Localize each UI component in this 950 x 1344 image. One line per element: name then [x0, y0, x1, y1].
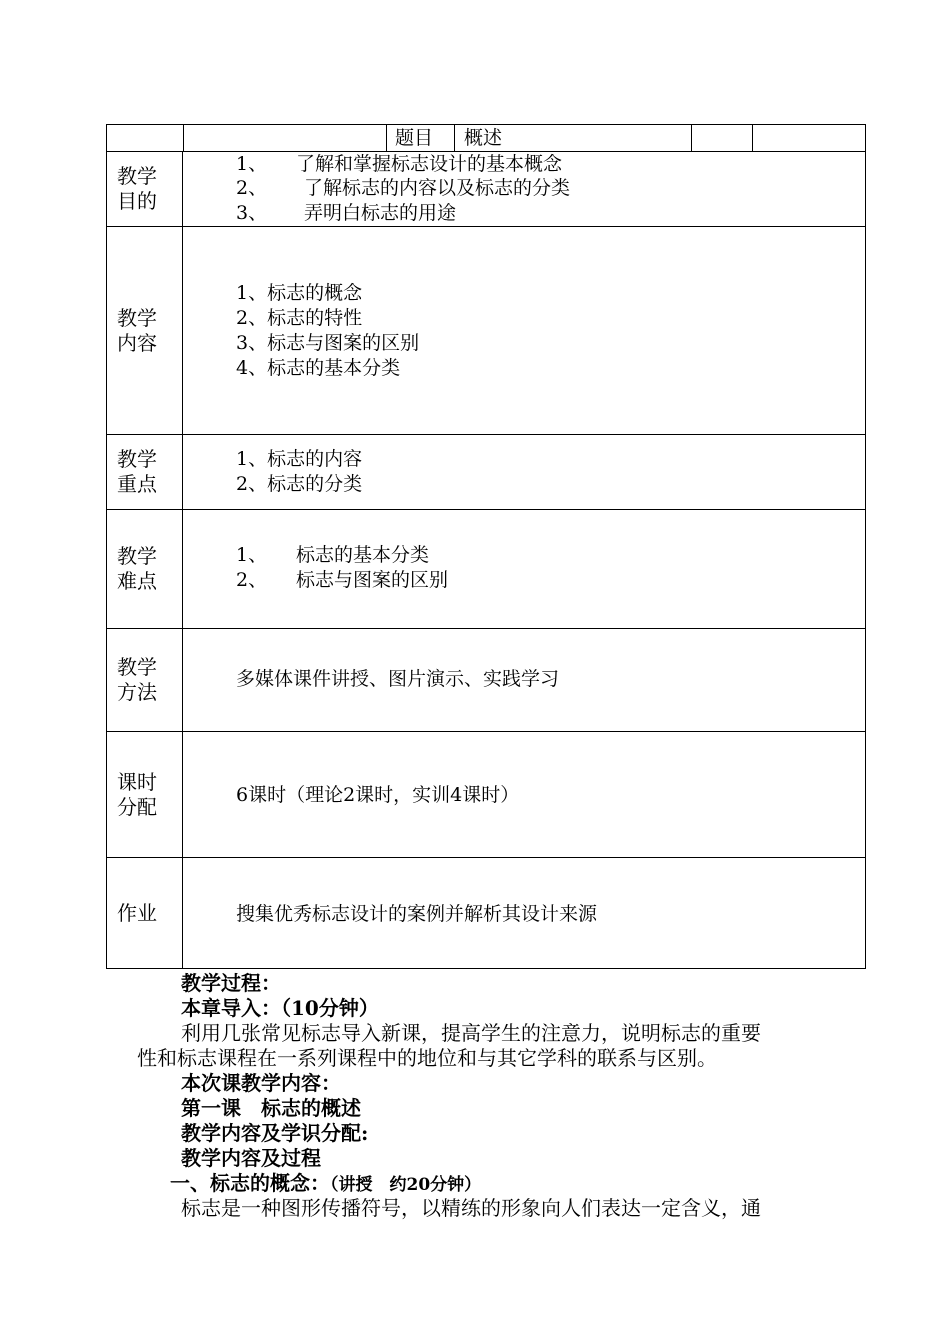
row-label: 教学难点 — [117, 544, 157, 593]
row-label-cell — [107, 152, 183, 226]
header-blank-cell — [183, 125, 386, 151]
row-label: 教学方法 — [117, 655, 157, 704]
row-content-cell — [183, 435, 865, 509]
section1-note: （讲授 约20分钟） — [330, 1175, 482, 1195]
header-blank-cell — [691, 125, 752, 151]
allocation-heading: 教学内容及学识分配: — [181, 1121, 369, 1145]
list-item — [236, 667, 559, 691]
list-item — [236, 543, 429, 567]
list-text: 4、标志的基本分类 — [236, 357, 401, 379]
list-text: 了解标志的内容以及标志的分类 — [304, 177, 571, 199]
process-heading: 教学过程： — [181, 971, 281, 995]
content-heading: 本次课教学内容： — [181, 1071, 341, 1095]
section1-line — [170, 1171, 481, 1198]
table-row-key-points — [107, 435, 865, 510]
table-row-methods — [107, 629, 865, 732]
row-content-cell — [183, 732, 865, 857]
list-number: 3、 — [236, 202, 268, 224]
row-label: 教学目的 — [117, 164, 157, 213]
intro-paragraph-line2: 性和标志课程在一系列课程中的地位和与其它学科的联系与区别。 — [137, 1046, 717, 1070]
row-label-cell — [107, 435, 183, 509]
topic-value: 概述 — [454, 125, 691, 151]
section1-paragraph: 标志是一种图形传播符号，以精练的形象向人们表达一定含义，通 — [181, 1196, 761, 1220]
list-item — [236, 472, 362, 496]
intro-heading: 本章导入：（10分钟） — [181, 996, 379, 1020]
list-number: 1、 — [236, 153, 268, 175]
list-text: 标志与图案的区别 — [296, 569, 449, 591]
header-blank-cell — [752, 125, 865, 151]
list-number: 1、 — [236, 544, 268, 566]
list-text: 弄明白标志的用途 — [304, 202, 457, 224]
lesson-title: 第一课 标志的概述 — [181, 1096, 361, 1120]
row-label-cell — [107, 510, 183, 628]
row-label-cell — [107, 227, 183, 434]
row-label-cell — [107, 858, 183, 969]
table-row-content — [107, 227, 865, 435]
topic-label: 题目 — [386, 125, 454, 151]
list-text: 3、标志与图案的区别 — [236, 332, 420, 354]
list-item — [236, 568, 448, 592]
list-text: 多媒体课件讲授、图片演示、实践学习 — [236, 668, 560, 690]
list-text: 6课时（理论2课时，实训4课时） — [236, 784, 520, 806]
row-content-cell — [183, 629, 865, 731]
list-item — [236, 331, 419, 355]
row-label: 作业 — [117, 901, 157, 925]
table-row-homework — [107, 858, 865, 969]
list-item — [236, 783, 519, 807]
list-item — [236, 356, 400, 380]
row-label-cell — [107, 629, 183, 731]
list-item — [236, 902, 597, 926]
table-row-hours — [107, 732, 865, 858]
row-content-cell — [183, 152, 865, 226]
row-label: 教学内容 — [117, 305, 157, 355]
list-item — [236, 306, 362, 330]
list-item — [236, 201, 456, 225]
row-content-cell — [183, 227, 865, 434]
table-row-objectives — [107, 152, 865, 227]
list-item — [236, 152, 562, 176]
list-item — [236, 281, 362, 305]
list-text: 2、标志的分类 — [236, 473, 363, 495]
list-text: 搜集优秀标志设计的案例并解析其设计来源 — [236, 903, 598, 925]
row-content-cell — [183, 858, 865, 969]
row-label: 课时分配 — [117, 769, 157, 819]
row-content-cell — [183, 510, 865, 628]
list-text: 了解和掌握标志设计的基本概念 — [296, 153, 563, 175]
process-heading-2: 教学内容及过程 — [181, 1146, 321, 1170]
row-label: 教学重点 — [117, 447, 157, 496]
list-text: 2、标志的特性 — [236, 307, 363, 329]
row-label-cell — [107, 732, 183, 857]
list-number: 2、 — [236, 569, 268, 591]
lesson-plan-table — [106, 124, 866, 969]
list-item — [236, 176, 570, 200]
list-number: 2、 — [236, 177, 268, 199]
table-row-difficulties — [107, 510, 865, 629]
intro-paragraph-line1: 利用几张常见标志导入新课，提高学生的注意力，说明标志的重要 — [181, 1021, 761, 1045]
list-item — [236, 447, 362, 471]
table-header-row — [107, 125, 865, 152]
list-text: 标志的基本分类 — [296, 544, 430, 566]
list-text: 1、标志的概念 — [236, 282, 363, 304]
section1-title: 一、标志的概念： — [170, 1171, 330, 1195]
list-text: 1、标志的内容 — [236, 448, 363, 470]
